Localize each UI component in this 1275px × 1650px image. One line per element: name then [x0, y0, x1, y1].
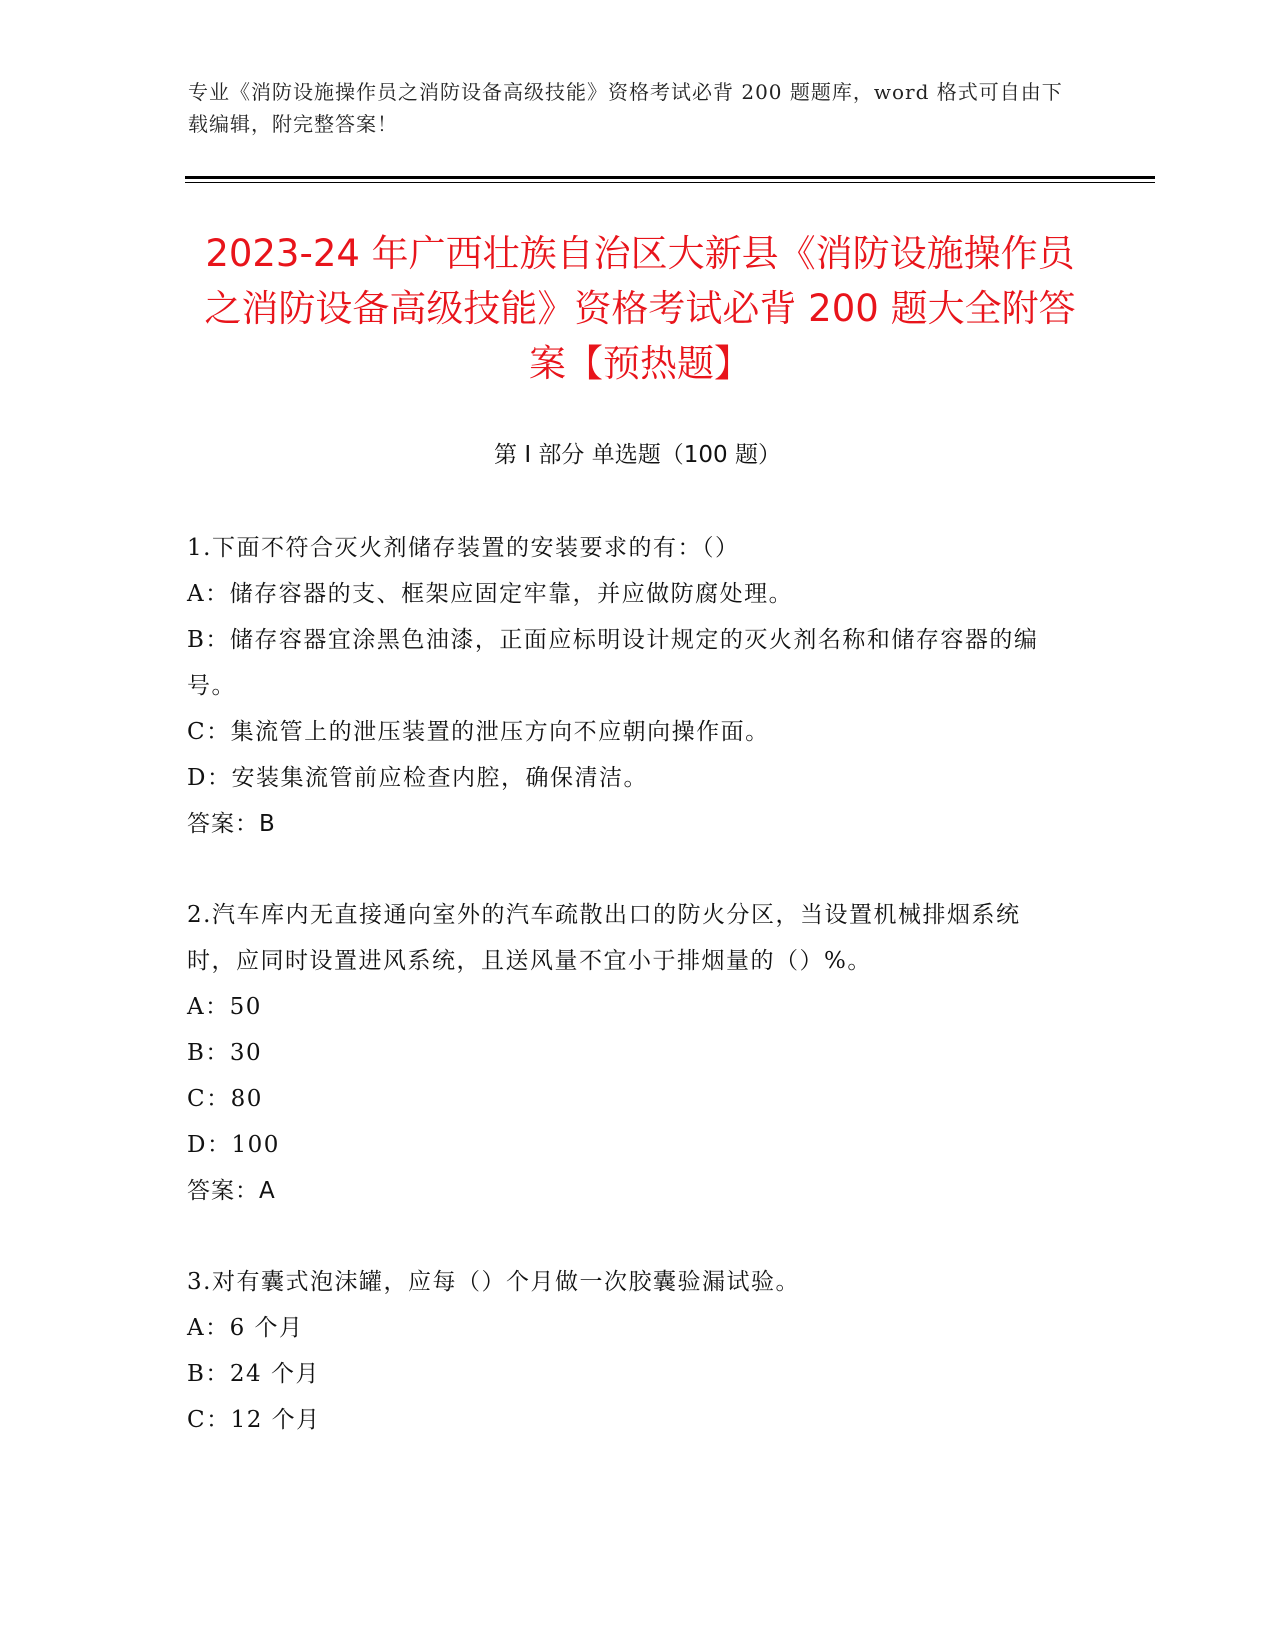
header-note: 专业《消防设施操作员之消防设备高级技能》资格考试必背 200 题题库，word 格式可自由下载编辑，附完整答案！	[188, 80, 1063, 136]
header-divider-thin	[185, 182, 1155, 183]
option-c: C：80	[187, 1086, 263, 1112]
question-stem: 3.对有囊式泡沫罐，应每（）个月做一次胶囊验漏试验。	[187, 1269, 800, 1295]
question-stem: 1.下面不符合灭火剂储存装置的安装要求的有：（）	[187, 535, 740, 561]
option-d: D：安装集流管前应检查内腔，确保清洁。	[187, 765, 648, 791]
question-stem: 2.汽车库内无直接通向室外的汽车疏散出口的防火分区，当设置机械排烟系统时，应同时设置进风系统，且送风量不宜小于排烟量的（）%。	[187, 902, 1021, 974]
section-heading: 第 I 部分 单选题（100 题）	[494, 442, 781, 468]
header-divider-thick	[185, 176, 1155, 179]
question-1	[187, 525, 1067, 847]
option-c: C：集流管上的泄压装置的泄压方向不应朝向操作面。	[187, 719, 770, 745]
document-title: 2023-24 年广西壮族自治区大新县《消防设施操作员之消防设备高级技能》资格考试必背 200 题大全附答案【预热题】	[204, 232, 1076, 385]
option-b: B：储存容器宜涂黑色油漆，正面应标明设计规定的灭火剂名称和储存容器的编号。	[187, 627, 1039, 699]
question-list	[187, 525, 1067, 1488]
option-a: A：50	[187, 994, 262, 1020]
option-b: B：24 个月	[187, 1361, 320, 1387]
option-d: D：100	[187, 1132, 280, 1158]
answer-line: 答案：B	[187, 811, 276, 837]
option-a: A：6 个月	[187, 1315, 304, 1341]
answer-line: 答案：A	[187, 1178, 276, 1204]
option-b: B：30	[187, 1040, 263, 1066]
question-2	[187, 892, 1067, 1214]
option-a: A：储存容器的支、框架应固定牢靠，并应做防腐处理。	[187, 581, 794, 607]
option-c: C：12 个月	[187, 1407, 321, 1433]
question-3	[187, 1259, 1067, 1443]
